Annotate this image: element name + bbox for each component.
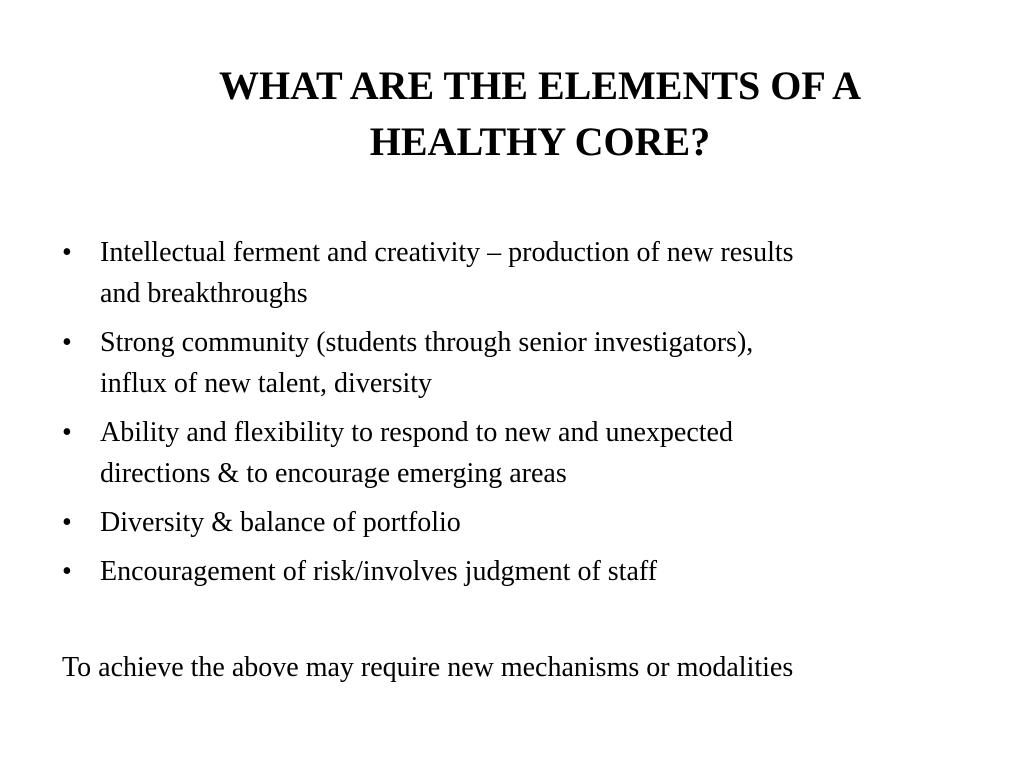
bullet-icon: • — [62, 507, 72, 538]
bullet-text-line-2: influx of new talent, diversity — [100, 368, 433, 399]
bullet-icon: • — [62, 556, 72, 587]
bullet-text-line-1: Encouragement of risk/involves judgment of staff — [100, 556, 658, 587]
slide-title-line-2: HEALTHY CORE? — [369, 119, 711, 164]
bullet-text-line-1: Diversity & balance of portfolio — [100, 507, 461, 538]
bullet-text-line-2: and breakthroughs — [100, 278, 308, 309]
slide-title-line-1: WHAT ARE THE ELEMENTS OF A — [218, 63, 861, 108]
bullet-icon: • — [62, 417, 72, 448]
bullet-text-line-1: Ability and flexibility to respond to new and unexpected — [100, 417, 733, 448]
bullet-icon: • — [62, 237, 72, 268]
bullet-item — [62, 551, 962, 592]
bullet-list — [62, 232, 962, 600]
bullet-item — [62, 412, 962, 494]
bullet-text-line-1: Strong community (students through senior investigators), — [100, 327, 754, 358]
bullet-item — [62, 322, 962, 404]
bullet-item — [62, 502, 962, 543]
bullet-text-line-2: directions & to encourage emerging areas — [100, 458, 567, 489]
slide-title — [150, 58, 930, 170]
conclusion-text: To achieve the above may require new mechanisms or modalities — [62, 652, 794, 683]
bullet-icon: • — [62, 327, 72, 358]
bullet-item — [62, 232, 962, 314]
bullet-text-line-1: Intellectual ferment and creativity – production of new results — [100, 237, 794, 268]
